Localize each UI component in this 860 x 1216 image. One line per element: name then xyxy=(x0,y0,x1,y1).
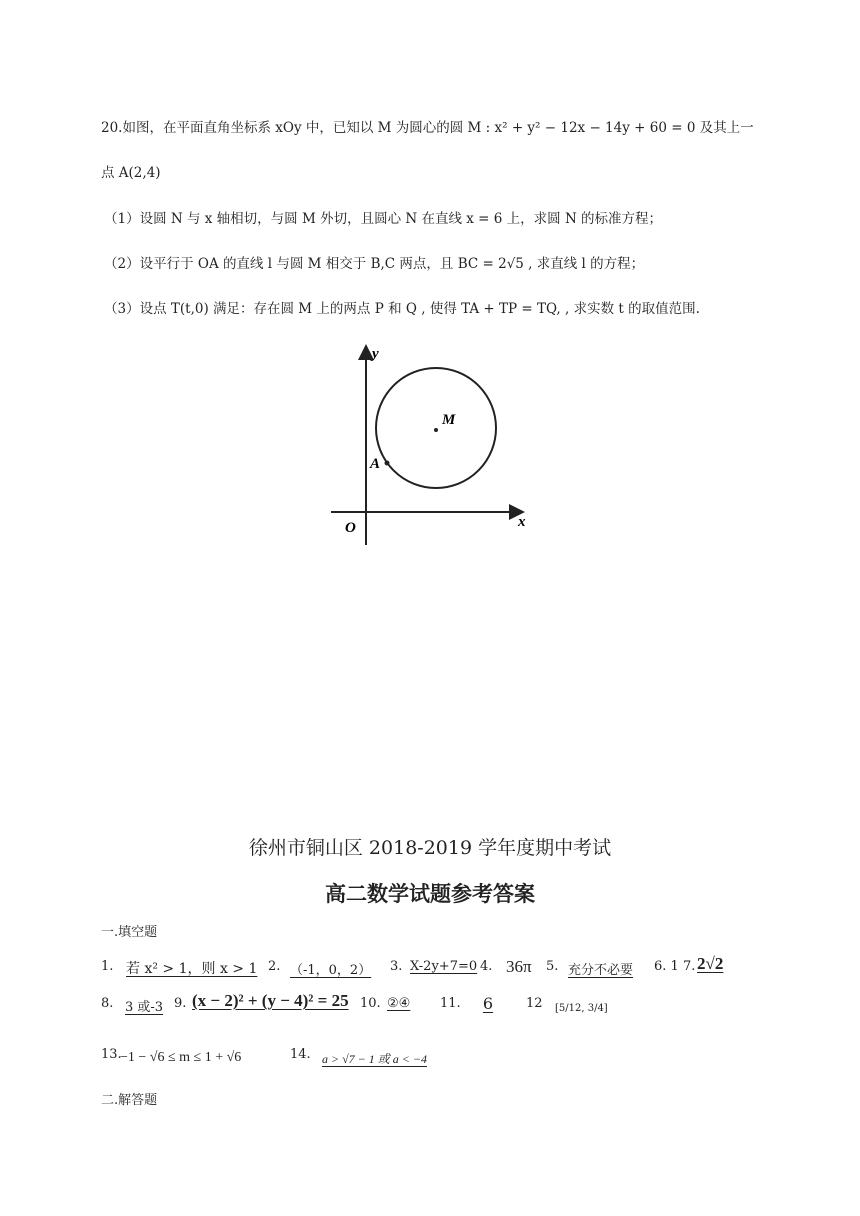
answer-13: −1 − √6 ≤ m ≤ 1 + √6 xyxy=(120,1050,242,1065)
answer-9: (x − 2)² + (y − 4)² = 25 xyxy=(192,991,349,1010)
answer-4-number: 4. xyxy=(480,959,493,974)
point-a-label: A xyxy=(370,456,381,472)
answer-12: [5/12, 3/4] xyxy=(555,1003,608,1014)
answer-9-number: 9. xyxy=(174,996,187,1011)
answer-2-number: 2. xyxy=(268,959,281,974)
section-fill-in: 一.填空题 xyxy=(101,925,158,940)
answer-7-number: 7. xyxy=(683,959,696,974)
answers-title: 徐州市铜山区 2018-2019 学年度期中考试 xyxy=(248,837,612,859)
answer-13-number: 13. xyxy=(101,1047,122,1062)
answer-10-number: 10. xyxy=(360,996,381,1011)
q20-line1: 20.如图，在平面直角坐标系 xOy 中，已知以 M 为圆心的圆 M : x² + y² − 12x − 14y + 60 = 0 及其上一 xyxy=(101,120,754,136)
x-axis-label: x xyxy=(518,514,526,530)
answer-10: ②④ xyxy=(387,996,411,1011)
answer-4: 36π xyxy=(506,957,532,976)
section-solutions: 二.解答题 xyxy=(101,1093,158,1108)
answer-11-number: 11. xyxy=(440,996,461,1011)
answer-8: 3 或-3 xyxy=(125,1000,164,1015)
answer-6: 6. 1 xyxy=(654,959,679,974)
answer-11: 6 xyxy=(482,994,494,1013)
coordinate-figure xyxy=(325,340,535,550)
answer-3-number: 3. xyxy=(390,959,403,974)
point-a-dot xyxy=(385,461,390,466)
q20-part2: （2）设平行于 OA 的直线 l 与圆 M 相交于 B,C 两点，且 BC = 2√5 , 求直线 l 的方程； xyxy=(104,256,645,272)
center-m-label: M xyxy=(442,412,456,428)
center-m-dot xyxy=(434,428,438,432)
answer-7: 2√2 xyxy=(697,954,724,973)
answer-8-number: 8. xyxy=(101,996,114,1011)
q20-part3: （3）设点 T(t,0) 满足：存在圆 M 上的两点 P 和 Q , 使得 TA + TP = TQ, , 求实数 t 的取值范围. xyxy=(104,301,700,317)
answers-subtitle: 高二数学试题参考答案 xyxy=(325,882,535,906)
answer-1: 若 x² > 1，则 x > 1 xyxy=(126,961,258,977)
y-axis-label: y xyxy=(372,346,379,362)
answer-5: 充分不必要 xyxy=(568,963,634,978)
answer-14-number: 14. xyxy=(290,1047,311,1062)
answer-1-number: 1. xyxy=(101,959,114,974)
answer-5-number: 5. xyxy=(546,959,559,974)
answer-3: X-2y+7=0 xyxy=(410,959,478,974)
answer-2: （-1，0，2） xyxy=(290,963,372,978)
q20-part1: （1）设圆 N 与 x 轴相切，与圆 M 外切，且圆心 N 在直线 x = 6 上，求圆 N 的标准方程； xyxy=(104,211,663,227)
answer-12-number: 12 xyxy=(526,996,543,1011)
q20-line2: 点 A(2,4) xyxy=(101,165,161,181)
answer-14: a > √7 − 1 或 a < −4 xyxy=(322,1052,427,1066)
origin-label: O xyxy=(345,520,356,536)
